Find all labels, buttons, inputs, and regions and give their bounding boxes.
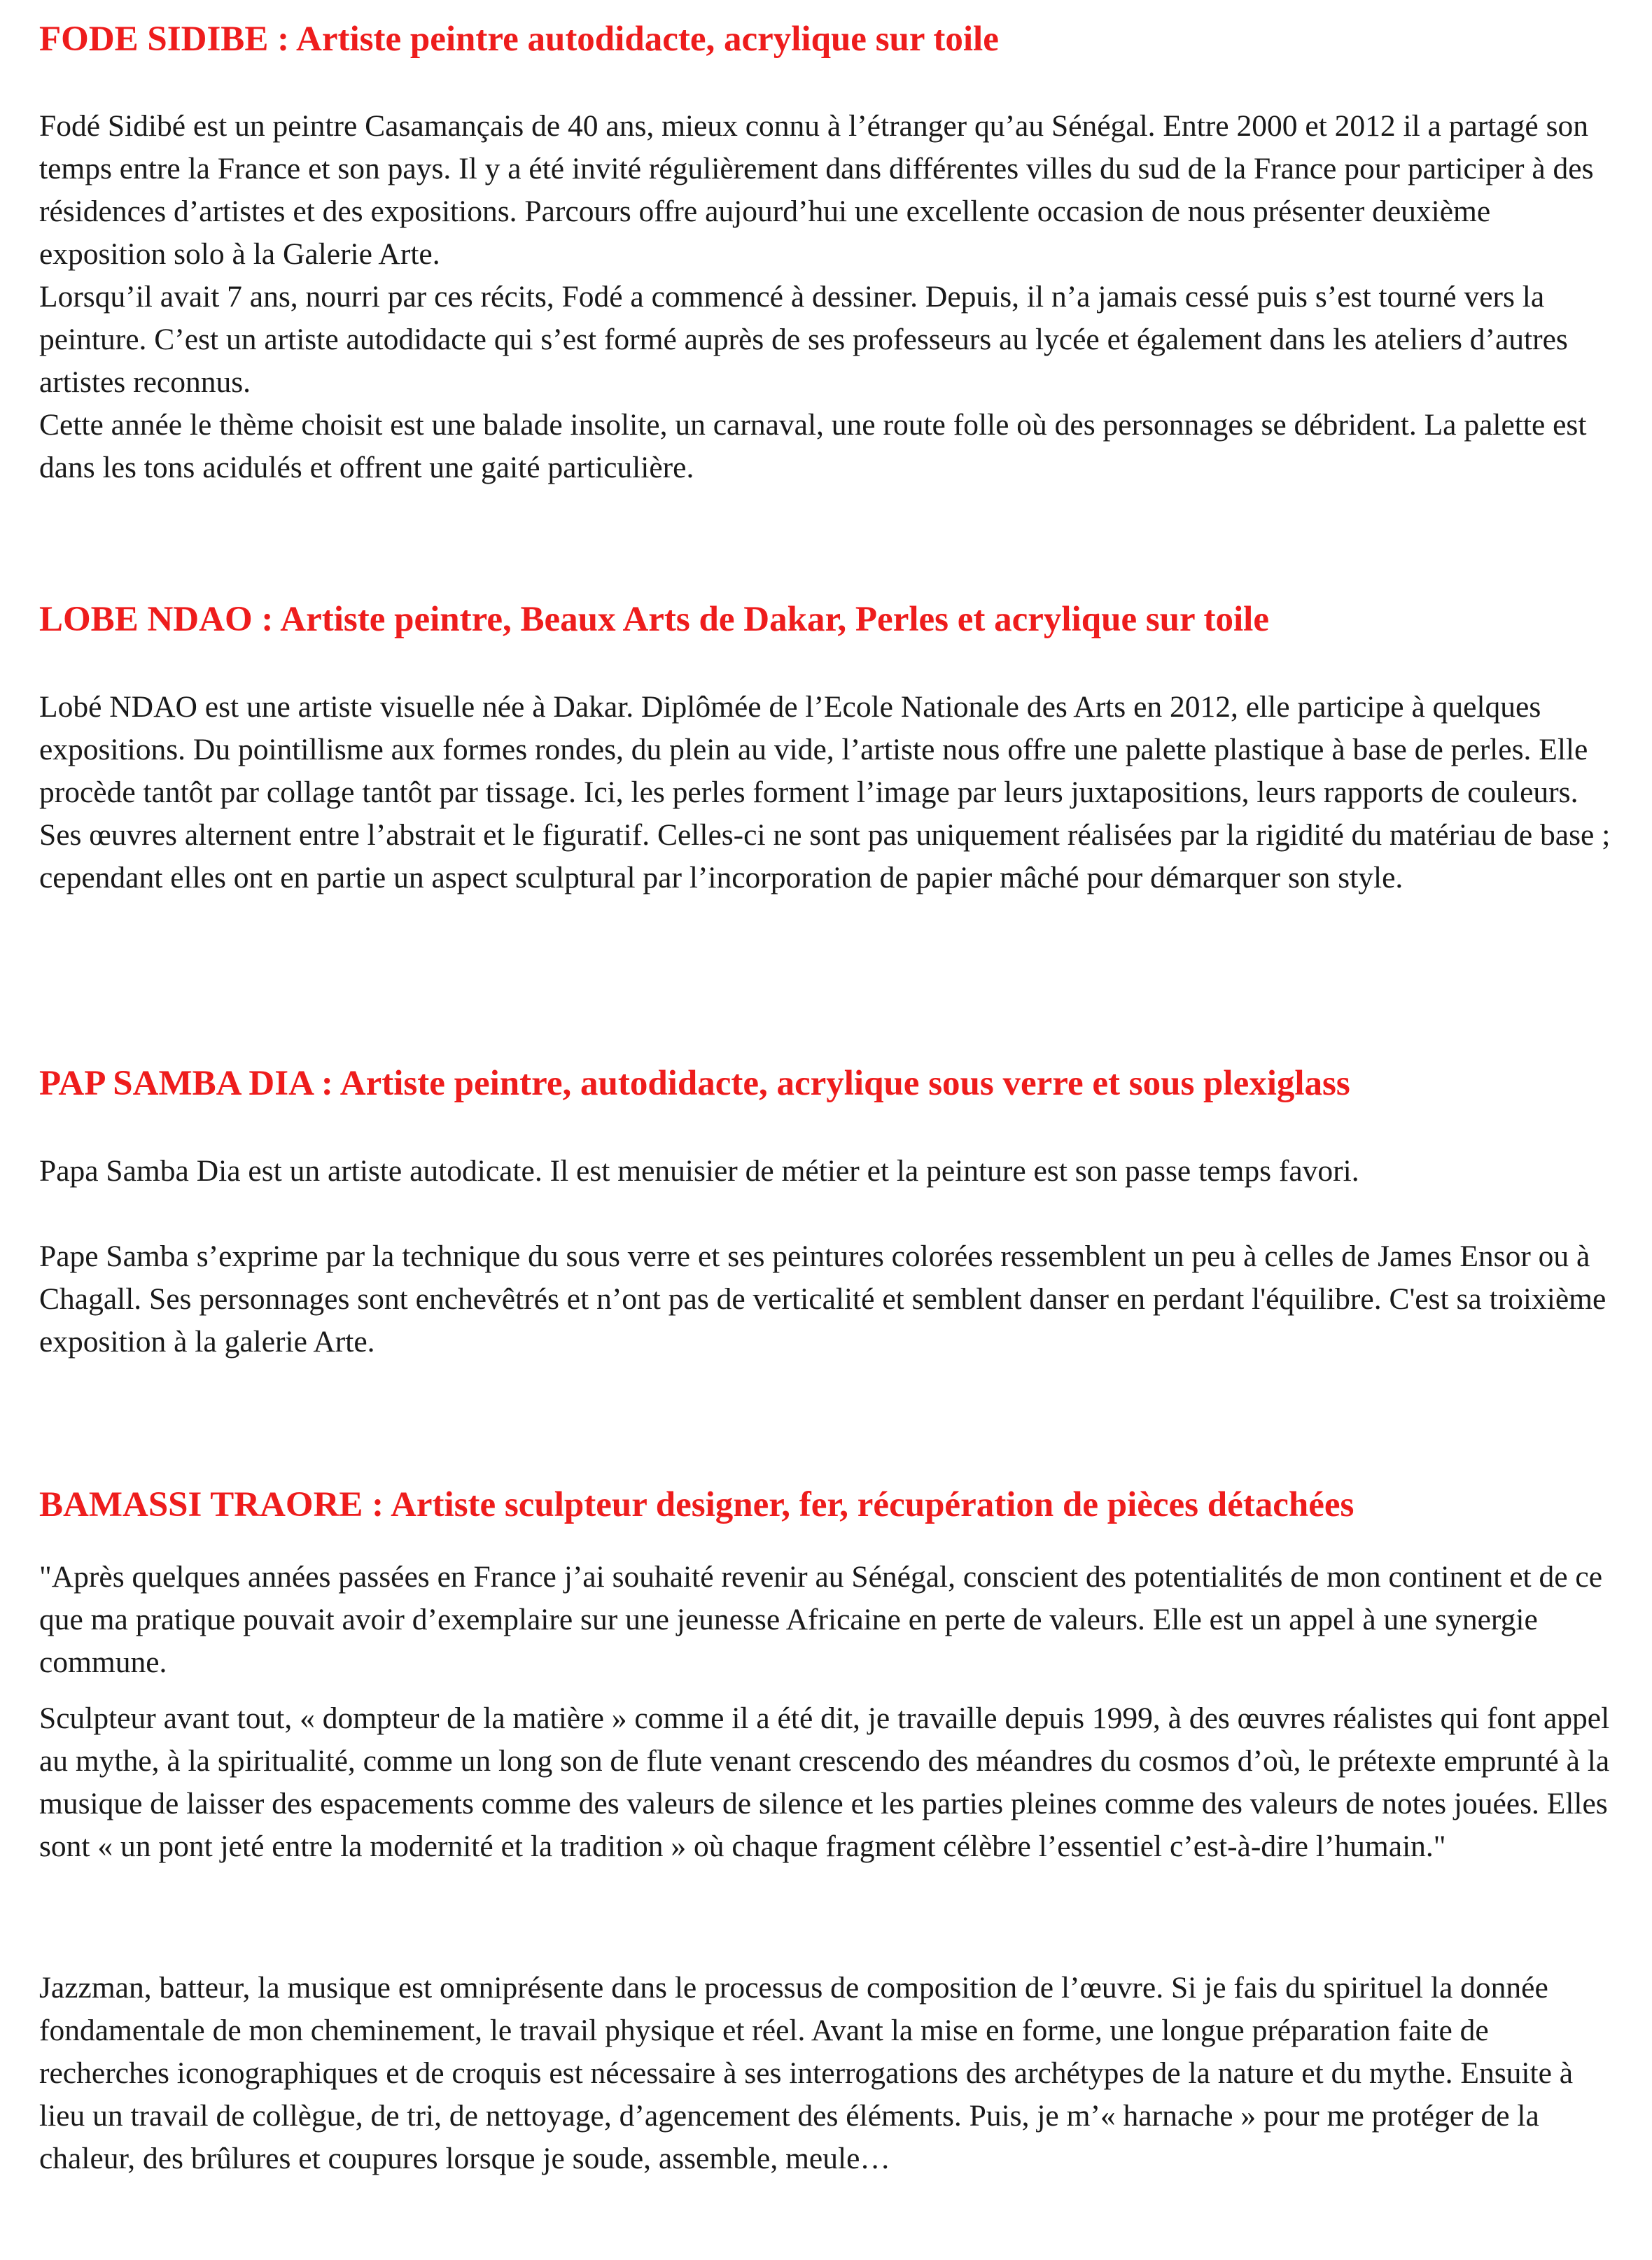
section-paragraph: Jazzman, batteur, la musique est omniprésente dans le processus de composition de l’œuvre. Si je fais du spirituel la donnée fondamentale de mon cheminement, le travail physique et réel. Avant la mise en forme, une longue préparation faite de recherches iconographiques et de croquis est nécessaire à ses interrogations des archétypes de la nature et du mythe. Ensuite à lieu un travail de collègue, de tri, de nettoyage, d’agencement des éléments. Puis, je m’« harnache » pour me protéger de la chaleur, des brûlures et coupures lorsque je soude, assemble, meule… xyxy=(39,1971,1574,2175)
section-paragraph: Cette année le thème choisit est une balade insolite, un carnaval, une route folle où des personnages se débrident. La palette est dans les tons acidulés et offrent une gaité particulière. xyxy=(39,408,1587,484)
section-heading-pap-samba-dia: PAP SAMBA DIA : Artiste peintre, autodidacte, acrylique sous verre et sous plexiglass xyxy=(39,1064,1350,1103)
section-heading-fode-sidibe: FODE SIDIBE : Artiste peintre autodidacte, acrylique sur toile xyxy=(39,20,999,59)
section-paragraph: Fodé Sidibé est un peintre Casamançais de 40 ans, mieux connu à l’étranger qu’au Sénégal. Entre 2000 et 2012 il a partagé son temps entre la France et son pays. Il y a été invité régulièrement dans différentes villes du sud de la France pour participer à des résidences d’artistes et des expositions. Parcours offre aujourd’hui une excellente occasion de nous présenter deuxième exposition solo à la Galerie Arte. xyxy=(39,109,1594,271)
section-paragraph: Lorsqu’il avait 7 ans, nourri par ces récits, Fodé a commencé à dessiner. Depuis, il n’a jamais cessé puis s’est tourné vers la peinture. C’est un artiste autodidacte qui s’est formé auprès de ses professeurs au lycée et également dans les ateliers d’autres artistes reconnus. xyxy=(39,280,1568,399)
section-heading-bamassi-traore: BAMASSI TRAORE : Artiste sculpteur designer, fer, récupération de pièces détachées xyxy=(39,1485,1354,1524)
section-paragraph: Lobé NDAO est une artiste visuelle née à Dakar. Diplômée de l’Ecole Nationale des Arts en 2012, elle participe à quelques expositions. Du pointillisme aux formes rondes, du plein au vide, l’artiste nous offre une palette plastique à base de perles. Elle procède tantôt par collage tantôt par tissage. Ici, les perles forment l’image par leurs juxtapositions, leurs rapports de couleurs. Ses œuvres alternent entre l’abstrait et le figuratif. Celles-ci ne sont pas uniquement réalisées par la rigidité du matériau de base ; cependant elles ont en partie un aspect sculptural par l’incorporation de papier mâché pour démarquer son style. xyxy=(39,690,1611,894)
section-paragraph: "Après quelques années passées en France j’ai souhaité revenir au Sénégal, conscient des potentialités de mon continent et de ce que ma pratique pouvait avoir d’exemplaire sur une jeunesse Africaine en perte de valeurs. Elle est un appel à une synergie commune. xyxy=(39,1560,1603,1679)
section-paragraph: Papa Samba Dia est un artiste autodicate. Il est menuisier de métier et la peinture est son passe temps favori. xyxy=(39,1154,1359,1188)
section-paragraph: Pape Samba s’exprime par la technique du sous verre et ses peintures colorées ressemblent un peu à celles de James Ensor ou à Chagall. Ses personnages sont enchevêtrés et n’ont pas de verticalité et semblent danser en perdant l'équilibre. C'est sa troixième exposition à la galerie Arte. xyxy=(39,1240,1606,1359)
section-paragraph: Sculpteur avant tout, « dompteur de la matière » comme il a été dit, je travaille depuis 1999, à des œuvres réalistes qui font appel au mythe, à la spiritualité, comme un long son de flute venant crescendo des méandres du cosmos d’où, le prétexte emprunté à la musique de laisser des espacements comme des valeurs de silence et les parties pleines comme des valeurs de notes jouées. Elles sont « un pont jeté entre la modernité et la tradition » où chaque fragment célèbre l’essentiel c’est-à-dire l’humain." xyxy=(39,1701,1610,1863)
section-heading-lobe-ndao: LOBE NDAO : Artiste peintre, Beaux Arts de Dakar, Perles et acrylique sur toile xyxy=(39,600,1269,639)
